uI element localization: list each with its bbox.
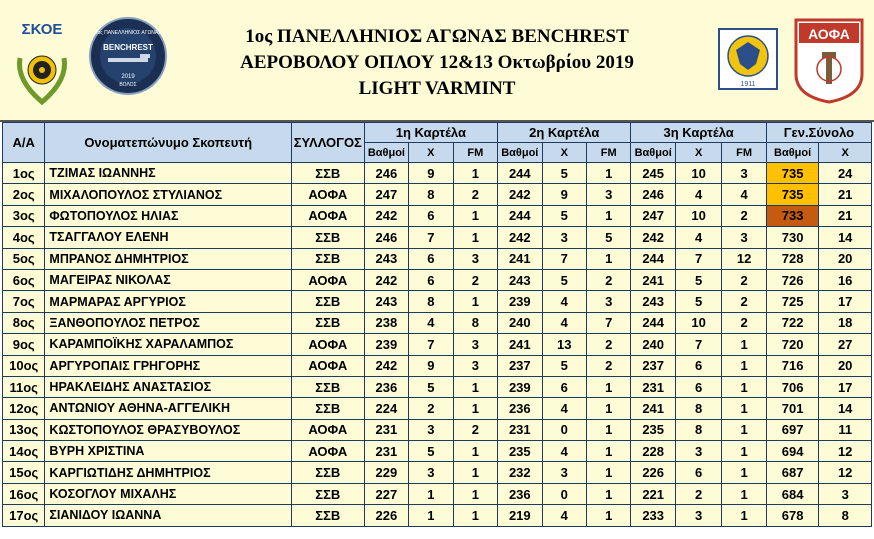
table-row xyxy=(3,291,872,312)
card3-x-cell: 5 xyxy=(675,269,721,290)
card2-x-cell: 4 xyxy=(542,291,586,312)
card3-fm-cell: 4 xyxy=(722,184,766,205)
card2-x-cell: 0 xyxy=(542,483,586,504)
results-body xyxy=(3,163,872,527)
card1-x-cell: 9 xyxy=(409,163,453,184)
club-cell: ΑΟΦΑ xyxy=(291,419,364,440)
card2-x-cell: 4 xyxy=(542,398,586,419)
results-table xyxy=(2,122,872,527)
card3-points-cell: 247 xyxy=(631,205,675,226)
rank-cell: 12ος xyxy=(3,398,45,419)
card2-x-cell: 4 xyxy=(542,505,586,526)
card1-points-cell: 243 xyxy=(364,291,408,312)
col-header-x: Χ xyxy=(675,143,721,163)
club-cell: ΣΣΒ xyxy=(291,291,364,312)
card2-fm-cell: 1 xyxy=(586,462,630,483)
total-points-cell: 733 xyxy=(766,205,819,226)
rank-cell: 11ος xyxy=(3,376,45,397)
total-x-cell: 20 xyxy=(819,355,872,376)
total-points-cell: 706 xyxy=(766,376,819,397)
card2-points-cell: 242 xyxy=(498,227,542,248)
card2-fm-cell: 1 xyxy=(586,441,630,462)
shooter-name-cell: ΒΥΡΗ ΧΡΙΣΤΙΝΑ xyxy=(45,441,292,462)
card3-fm-cell: 1 xyxy=(722,483,766,504)
col-header-card-2: 2η Καρτέλα xyxy=(498,123,631,143)
total-x-cell: 18 xyxy=(819,312,872,333)
card1-x-cell: 6 xyxy=(409,205,453,226)
card3-points-cell: 243 xyxy=(631,291,675,312)
card1-fm-cell: 3 xyxy=(453,334,497,355)
col-header-fm: FM xyxy=(453,143,497,163)
total-x-cell: 21 xyxy=(819,184,872,205)
title-line-2: ΑΕΡΟΒΟΛΟΥ ΟΠΛΟΥ 12&13 Οκτωβρίου 2019 xyxy=(240,52,634,73)
total-x-cell: 14 xyxy=(819,227,872,248)
card1-fm-cell: 1 xyxy=(453,441,497,462)
total-points-cell: 726 xyxy=(766,269,819,290)
total-x-cell: 21 xyxy=(819,205,872,226)
page-title xyxy=(140,24,734,102)
table-row xyxy=(3,419,872,440)
card3-fm-cell: 1 xyxy=(722,462,766,483)
total-points-cell: 678 xyxy=(766,505,819,526)
card3-x-cell: 5 xyxy=(675,291,721,312)
card2-x-cell: 7 xyxy=(542,248,586,269)
card3-points-cell: 242 xyxy=(631,227,675,248)
card2-x-cell: 5 xyxy=(542,205,586,226)
club-cell: ΣΣΒ xyxy=(291,227,364,248)
total-x-cell: 12 xyxy=(819,441,872,462)
table-row xyxy=(3,312,872,333)
card3-x-cell: 3 xyxy=(675,441,721,462)
card3-points-cell: 221 xyxy=(631,483,675,504)
club-cell: ΑΟΦΑ xyxy=(291,205,364,226)
club-cell: ΑΟΦΑ xyxy=(291,334,364,355)
card2-points-cell: 219 xyxy=(498,505,542,526)
card2-fm-cell: 5 xyxy=(586,227,630,248)
col-header-rank: Α/Α xyxy=(3,123,45,163)
card1-points-cell: 236 xyxy=(364,376,408,397)
shooter-name-cell: ΜΑΓΕΙΡΑΣ ΝΙΚΟΛΑΣ xyxy=(45,269,292,290)
card1-fm-cell: 1 xyxy=(453,227,497,248)
total-points-cell: 694 xyxy=(766,441,819,462)
card1-points-cell: 246 xyxy=(364,163,408,184)
total-x-cell: 20 xyxy=(819,248,872,269)
rank-cell: 5ος xyxy=(3,248,45,269)
card3-x-cell: 10 xyxy=(675,205,721,226)
card2-x-cell: 13 xyxy=(542,334,586,355)
card3-fm-cell: 12 xyxy=(722,248,766,269)
card1-points-cell: 247 xyxy=(364,184,408,205)
card1-x-cell: 5 xyxy=(409,376,453,397)
shooter-name-cell: ΚΟΣΟΓΛΟΥ ΜΙΧΑΛΗΣ xyxy=(45,483,292,504)
card3-points-cell: 235 xyxy=(631,419,675,440)
col-header-x: Χ xyxy=(819,143,872,163)
rank-cell: 8ος xyxy=(3,312,45,333)
card1-fm-cell: 1 xyxy=(453,398,497,419)
card2-x-cell: 4 xyxy=(542,312,586,333)
total-x-cell: 16 xyxy=(819,269,872,290)
table-row xyxy=(3,483,872,504)
card2-points-cell: 232 xyxy=(498,462,542,483)
total-x-cell: 8 xyxy=(819,505,872,526)
card1-fm-cell: 8 xyxy=(453,312,497,333)
card2-points-cell: 241 xyxy=(498,334,542,355)
card1-x-cell: 7 xyxy=(409,334,453,355)
table-row xyxy=(3,163,872,184)
card2-x-cell: 3 xyxy=(542,227,586,248)
card2-points-cell: 243 xyxy=(498,269,542,290)
card3-points-cell: 244 xyxy=(631,312,675,333)
card2-fm-cell: 1 xyxy=(586,483,630,504)
card3-fm-cell: 1 xyxy=(722,505,766,526)
total-points-cell: 687 xyxy=(766,462,819,483)
card1-x-cell: 3 xyxy=(409,419,453,440)
card3-fm-cell: 1 xyxy=(722,419,766,440)
card2-fm-cell: 1 xyxy=(586,205,630,226)
shooter-name-cell: ΚΑΡΑΜΠΟΪΚΗΣ ΧΑΡΑΛΑΜΠΟΣ xyxy=(45,334,292,355)
total-x-cell: 3 xyxy=(819,483,872,504)
table-row xyxy=(3,269,872,290)
total-x-cell: 12 xyxy=(819,462,872,483)
shooter-name-cell: ΗΡΑΚΛΕΙΔΗΣ ΑΝΑΣΤΑΣΙΟΣ xyxy=(45,376,292,397)
card1-x-cell: 1 xyxy=(409,483,453,504)
rank-cell: 7ος xyxy=(3,291,45,312)
card3-x-cell: 6 xyxy=(675,376,721,397)
card2-points-cell: 239 xyxy=(498,376,542,397)
card2-fm-cell: 2 xyxy=(586,334,630,355)
total-x-cell: 17 xyxy=(819,376,872,397)
card1-points-cell: 231 xyxy=(364,419,408,440)
shooter-name-cell: ΑΡΓΥΡΟΠΑΙΣ ΓΡΗΓΟΡΗΣ xyxy=(45,355,292,376)
card3-fm-cell: 3 xyxy=(722,163,766,184)
total-points-cell: 735 xyxy=(766,184,819,205)
col-header-fm: FM xyxy=(586,143,630,163)
rank-cell: 1ος xyxy=(3,163,45,184)
table-row xyxy=(3,441,872,462)
club-cell: ΣΣΒ xyxy=(291,505,364,526)
card1-x-cell: 2 xyxy=(409,398,453,419)
table-row xyxy=(3,227,872,248)
card3-x-cell: 7 xyxy=(675,334,721,355)
card3-x-cell: 6 xyxy=(675,355,721,376)
total-points-cell: 684 xyxy=(766,483,819,504)
rank-cell: 6ος xyxy=(3,269,45,290)
card3-points-cell: 233 xyxy=(631,505,675,526)
table-row xyxy=(3,376,872,397)
shooter-name-cell: ΦΩΤΟΠΟΥΛΟΣ ΗΛΙΑΣ xyxy=(45,205,292,226)
total-points-cell: 728 xyxy=(766,248,819,269)
card1-points-cell: 242 xyxy=(364,269,408,290)
card1-points-cell: 224 xyxy=(364,398,408,419)
shooter-name-cell: ΣΙΑΝΙΔΟΥ ΙΩΑΝΝΑ xyxy=(45,505,292,526)
card2-points-cell: 244 xyxy=(498,205,542,226)
card1-x-cell: 1 xyxy=(409,505,453,526)
rank-cell: 16ος xyxy=(3,483,45,504)
card1-fm-cell: 2 xyxy=(453,269,497,290)
card2-x-cell: 3 xyxy=(542,462,586,483)
card3-points-cell: 246 xyxy=(631,184,675,205)
total-points-cell: 716 xyxy=(766,355,819,376)
total-points-cell: 720 xyxy=(766,334,819,355)
ssv-seal-logo xyxy=(718,28,778,90)
card1-points-cell: 229 xyxy=(364,462,408,483)
col-header-club: ΣΥΛΛΟΓΟΣ xyxy=(291,123,364,163)
col-header-x: Χ xyxy=(542,143,586,163)
benchrest-logo-year: 2019 xyxy=(121,74,135,80)
card2-fm-cell: 3 xyxy=(586,291,630,312)
total-points-cell: 701 xyxy=(766,398,819,419)
card3-x-cell: 8 xyxy=(675,398,721,419)
skoe-logo xyxy=(12,18,72,108)
card1-points-cell: 227 xyxy=(364,483,408,504)
club-cell: ΣΣΒ xyxy=(291,376,364,397)
card3-points-cell: 231 xyxy=(631,376,675,397)
card3-fm-cell: 1 xyxy=(722,398,766,419)
card1-points-cell: 243 xyxy=(364,248,408,269)
card1-x-cell: 4 xyxy=(409,312,453,333)
card1-fm-cell: 3 xyxy=(453,355,497,376)
card3-points-cell: 245 xyxy=(631,163,675,184)
total-points-cell: 722 xyxy=(766,312,819,333)
table-row xyxy=(3,398,872,419)
card2-fm-cell: 3 xyxy=(586,184,630,205)
col-header-name: Ονοματεπώνυμο Σκοπευτή xyxy=(45,123,292,163)
col-header-points: Βαθμοί xyxy=(766,143,819,163)
club-cell: ΑΟΦΑ xyxy=(291,355,364,376)
rank-cell: 10ος xyxy=(3,355,45,376)
shooter-name-cell: ΚΩΣΤΟΠΟΥΛΟΣ ΘΡΑΣΥΒΟΥΛΟΣ xyxy=(45,419,292,440)
card3-fm-cell: 2 xyxy=(722,291,766,312)
card1-fm-cell: 1 xyxy=(453,376,497,397)
title-line-3: LIGHT VARMINT xyxy=(358,78,516,99)
table-row xyxy=(3,334,872,355)
table-row xyxy=(3,355,872,376)
card1-x-cell: 7 xyxy=(409,227,453,248)
card1-fm-cell: 2 xyxy=(453,419,497,440)
card2-points-cell: 242 xyxy=(498,184,542,205)
card2-x-cell: 5 xyxy=(542,163,586,184)
card1-fm-cell: 1 xyxy=(453,205,497,226)
card2-points-cell: 244 xyxy=(498,163,542,184)
card1-fm-cell: 1 xyxy=(453,163,497,184)
col-header-points: Βαθμοί xyxy=(364,143,408,163)
shooter-name-cell: ΚΑΡΓΙΩΤΙΔΗΣ ΔΗΜΗΤΡΙΟΣ xyxy=(45,462,292,483)
shooter-name-cell: ΑΝΤΩΝΙΟΥ ΑΘΗΝΑ-ΑΓΓΕΛΙΚΗ xyxy=(45,398,292,419)
card1-points-cell: 231 xyxy=(364,441,408,462)
shooter-name-cell: ΤΖΙΜΑΣ ΙΩΑΝΝΗΣ xyxy=(45,163,292,184)
card1-x-cell: 6 xyxy=(409,269,453,290)
table-row xyxy=(3,462,872,483)
rank-cell: 2ος xyxy=(3,184,45,205)
card1-points-cell: 242 xyxy=(364,205,408,226)
card1-fm-cell: 3 xyxy=(453,248,497,269)
card2-points-cell: 239 xyxy=(498,291,542,312)
col-header-x: Χ xyxy=(409,143,453,163)
card2-points-cell: 237 xyxy=(498,355,542,376)
benchrest-logo-mid: BENCHREST xyxy=(103,43,153,52)
card1-x-cell: 3 xyxy=(409,462,453,483)
card1-x-cell: 9 xyxy=(409,355,453,376)
card1-points-cell: 238 xyxy=(364,312,408,333)
card3-fm-cell: 2 xyxy=(722,269,766,290)
card3-fm-cell: 3 xyxy=(722,227,766,248)
card1-fm-cell: 1 xyxy=(453,483,497,504)
card2-points-cell: 240 xyxy=(498,312,542,333)
shooter-name-cell: ΞΑΝΘΟΠΟΥΛΟΣ ΠΕΤΡΟΣ xyxy=(45,312,292,333)
card3-fm-cell: 2 xyxy=(722,205,766,226)
card1-points-cell: 242 xyxy=(364,355,408,376)
seal-year: 1911 xyxy=(740,81,756,88)
card3-x-cell: 8 xyxy=(675,419,721,440)
total-points-cell: 697 xyxy=(766,419,819,440)
card2-fm-cell: 2 xyxy=(586,355,630,376)
card1-fm-cell: 1 xyxy=(453,462,497,483)
card3-points-cell: 237 xyxy=(631,355,675,376)
aofa-logo-text: ΑΟΦΑ xyxy=(808,26,850,42)
card3-x-cell: 7 xyxy=(675,248,721,269)
rank-cell: 3ος xyxy=(3,205,45,226)
benchrest-logo-top: 1ος ΠΑΝΕΛΛΗΝΙΟΣ ΑΓΩΝΑΣ xyxy=(94,30,162,36)
card3-points-cell: 241 xyxy=(631,398,675,419)
table-row xyxy=(3,505,872,526)
rank-cell: 15ος xyxy=(3,462,45,483)
rank-cell: 9ος xyxy=(3,334,45,355)
club-cell: ΑΟΦΑ xyxy=(291,184,364,205)
card1-points-cell: 239 xyxy=(364,334,408,355)
total-x-cell: 24 xyxy=(819,163,872,184)
card2-fm-cell: 2 xyxy=(586,269,630,290)
card1-fm-cell: 2 xyxy=(453,184,497,205)
total-x-cell: 27 xyxy=(819,334,872,355)
card1-fm-cell: 1 xyxy=(453,291,497,312)
card2-fm-cell: 1 xyxy=(586,505,630,526)
title-banner xyxy=(0,0,874,122)
card3-x-cell: 4 xyxy=(675,227,721,248)
total-points-cell: 725 xyxy=(766,291,819,312)
card3-x-cell: 6 xyxy=(675,462,721,483)
card2-points-cell: 236 xyxy=(498,483,542,504)
card2-points-cell: 231 xyxy=(498,419,542,440)
club-cell: ΣΣΒ xyxy=(291,462,364,483)
card2-fm-cell: 7 xyxy=(586,312,630,333)
card2-x-cell: 0 xyxy=(542,419,586,440)
table-row xyxy=(3,184,872,205)
shooter-name-cell: ΜΠΡΑΝΟΣ ΔΗΜΗΤΡΙΟΣ xyxy=(45,248,292,269)
club-cell: ΑΟΦΑ xyxy=(291,441,364,462)
rank-cell: 4ος xyxy=(3,227,45,248)
card3-points-cell: 228 xyxy=(631,441,675,462)
club-cell: ΣΣΒ xyxy=(291,163,364,184)
card2-fm-cell: 1 xyxy=(586,419,630,440)
rank-cell: 14ος xyxy=(3,441,45,462)
total-points-cell: 730 xyxy=(766,227,819,248)
rank-cell: 17ος xyxy=(3,505,45,526)
card3-points-cell: 240 xyxy=(631,334,675,355)
card2-points-cell: 241 xyxy=(498,248,542,269)
card2-points-cell: 236 xyxy=(498,398,542,419)
card3-points-cell: 226 xyxy=(631,462,675,483)
shooter-name-cell: ΤΣΑΓΓΑΛΟΥ ΕΛΕΝΗ xyxy=(45,227,292,248)
card3-x-cell: 10 xyxy=(675,312,721,333)
card2-fm-cell: 1 xyxy=(586,248,630,269)
total-x-cell: 17 xyxy=(819,291,872,312)
card2-x-cell: 6 xyxy=(542,376,586,397)
card3-fm-cell: 1 xyxy=(722,441,766,462)
card2-x-cell: 5 xyxy=(542,355,586,376)
card1-points-cell: 246 xyxy=(364,227,408,248)
benchrest-logo-city: ΒΟΛΟΣ xyxy=(119,82,137,88)
card3-points-cell: 241 xyxy=(631,269,675,290)
col-header-points: Βαθμοί xyxy=(631,143,675,163)
club-cell: ΣΣΒ xyxy=(291,248,364,269)
card3-x-cell: 10 xyxy=(675,163,721,184)
card1-x-cell: 6 xyxy=(409,248,453,269)
card2-fm-cell: 1 xyxy=(586,398,630,419)
col-header-fm: FM xyxy=(722,143,766,163)
col-header-total: Γεν.Σύνολο xyxy=(766,123,871,143)
card3-x-cell: 3 xyxy=(675,505,721,526)
card3-fm-cell: 2 xyxy=(722,312,766,333)
card2-x-cell: 4 xyxy=(542,441,586,462)
card1-x-cell: 5 xyxy=(409,441,453,462)
card1-points-cell: 226 xyxy=(364,505,408,526)
total-points-cell: 735 xyxy=(766,163,819,184)
card3-fm-cell: 1 xyxy=(722,376,766,397)
title-line-1: 1ος ΠΑΝΕΛΛΗΝΙΟΣ ΑΓΩΝΑΣ BENCHREST xyxy=(245,26,629,47)
card1-x-cell: 8 xyxy=(409,184,453,205)
card2-fm-cell: 1 xyxy=(586,163,630,184)
card3-x-cell: 4 xyxy=(675,184,721,205)
header-row-groups xyxy=(3,123,872,143)
club-cell: ΣΣΒ xyxy=(291,483,364,504)
club-cell: ΣΣΒ xyxy=(291,312,364,333)
aofa-logo xyxy=(790,14,868,104)
card3-points-cell: 244 xyxy=(631,248,675,269)
card2-x-cell: 5 xyxy=(542,269,586,290)
col-header-card-1: 1η Καρτέλα xyxy=(364,123,497,143)
table-row xyxy=(3,248,872,269)
card3-x-cell: 2 xyxy=(675,483,721,504)
card3-fm-cell: 1 xyxy=(722,334,766,355)
shooter-name-cell: ΜΙΧΑΛΟΠΟΥΛΟΣ ΣΤΥΛΙΑΝΟΣ xyxy=(45,184,292,205)
card3-fm-cell: 1 xyxy=(722,355,766,376)
col-header-card-3: 3η Καρτέλα xyxy=(631,123,766,143)
shooter-name-cell: ΜΑΡΜΑΡΑΣ ΑΡΓΥΡΙΟΣ xyxy=(45,291,292,312)
total-x-cell: 14 xyxy=(819,398,872,419)
col-header-points: Βαθμοί xyxy=(498,143,542,163)
total-x-cell: 11 xyxy=(819,419,872,440)
club-cell: ΣΣΒ xyxy=(291,398,364,419)
card2-points-cell: 235 xyxy=(498,441,542,462)
rank-cell: 13ος xyxy=(3,419,45,440)
card1-x-cell: 8 xyxy=(409,291,453,312)
card2-fm-cell: 1 xyxy=(586,376,630,397)
card1-fm-cell: 1 xyxy=(453,505,497,526)
card2-x-cell: 9 xyxy=(542,184,586,205)
skoe-logo-text: ΣΚΟΕ xyxy=(21,21,63,38)
table-row xyxy=(3,205,872,226)
club-cell: ΑΟΦΑ xyxy=(291,269,364,290)
